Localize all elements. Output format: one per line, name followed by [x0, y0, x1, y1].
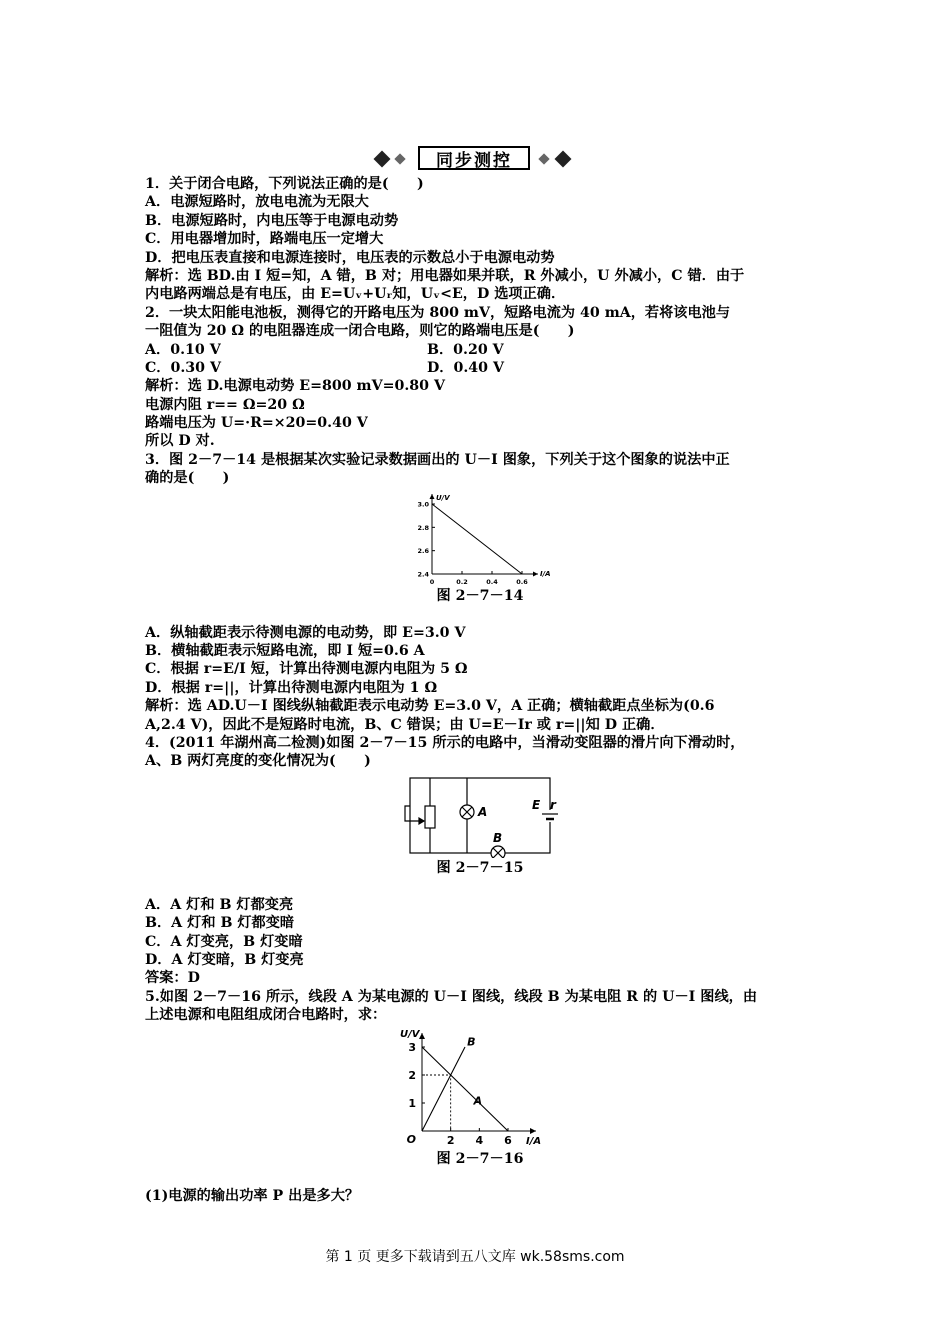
- lamp-b-icon: [491, 846, 505, 858]
- y-tick-label: 3: [408, 1040, 416, 1054]
- question-stem: 确的是( ): [145, 470, 230, 487]
- y-tick-label: 2.8: [417, 523, 429, 532]
- emf-label: E: [532, 797, 541, 812]
- option: A．0.10 V: [145, 341, 221, 358]
- option: C．0.30 V: [145, 359, 221, 376]
- option: A．纵轴截距表示待测电源的电动势，即 E=3.0 V: [145, 624, 466, 641]
- rheostat-icon: [425, 806, 435, 828]
- option: A．电源短路时，放电电流为无限大: [145, 194, 369, 211]
- internal-resistance-label: r: [550, 797, 556, 812]
- x-tick-label: 0.6: [516, 577, 528, 586]
- question-stem: A、B 两灯亮度的变化情况为( ): [145, 753, 371, 770]
- option-row: [145, 359, 815, 377]
- lamp-a-label: A: [478, 804, 488, 819]
- option: D．根据 r=||，计算出待测电源内电阻为 1 Ω: [145, 679, 438, 696]
- series-line-A: [422, 1047, 508, 1131]
- analysis-text: 路端电压为 U=·R=×20=0.40 V: [145, 415, 368, 432]
- y-axis-arrow-icon: [419, 1033, 425, 1039]
- x-tick-label: 0.2: [456, 577, 468, 586]
- analysis-text: A,2.4 V)，因此不是短路时电流，B、C 错误；由 U=E－Ir 或 r=||知 D 正确．: [145, 716, 665, 733]
- option: D．A 灯变暗，B 灯变亮: [145, 951, 304, 968]
- ui-chart-svg: [400, 1027, 560, 1149]
- circuit-diagram: [400, 776, 560, 858]
- figure-caption: 图 2－7－16: [436, 1150, 524, 1167]
- analysis-text: 电源内阻 r== Ω=20 Ω: [145, 396, 305, 413]
- figure-caption: 图 2－7－14: [436, 587, 524, 604]
- banner-title: 同步测控: [418, 146, 530, 170]
- y-tick-label: 1: [408, 1096, 416, 1110]
- series-label: B: [467, 1035, 476, 1049]
- diamond-icon: [538, 153, 549, 164]
- series-line: [432, 504, 522, 574]
- figure-2-7-16: [400, 1027, 560, 1149]
- option: C．根据 r=E/I 短，计算出待测电源内电阻为 5 Ω: [145, 661, 468, 678]
- slider-arrow-icon: [419, 818, 424, 824]
- option: D．把电压表直接和电源连接时，电压表的示数总小于电源电动势: [145, 249, 555, 266]
- series-line-B: [422, 1047, 465, 1131]
- analysis-text: 内电路两端总是有电压，由 E=Uᵥ+Uᵣ知，Uᵥ<E，D 选项正确．: [145, 286, 566, 303]
- x-tick-label: 6: [504, 1133, 512, 1147]
- figure-caption: 图 2－7－15: [436, 859, 524, 876]
- y-axis-label: U/V: [436, 493, 450, 502]
- answer-text: 答案：D: [145, 970, 200, 987]
- option: D．0.40 V: [427, 359, 504, 376]
- x-axis-label: I/A: [540, 569, 550, 578]
- y-tick-label: 2.6: [417, 546, 429, 555]
- analysis-text: 解析：选 BD.由 I 短=知，A 错，B 对；用电器如果并联，R 外减小，U 外减小，C 错．由于: [145, 267, 745, 284]
- option-row: [145, 341, 815, 359]
- ui-chart-svg: [410, 490, 550, 586]
- origin-label: O: [406, 1132, 416, 1146]
- x-axis-arrow-icon: [530, 1128, 536, 1134]
- figure-2-7-15: [400, 776, 560, 858]
- question-stem: 上述电源和电阻组成闭合电路时，求：: [145, 1007, 387, 1024]
- option: B．电源短路时，内电压等于电源电动势: [145, 212, 399, 229]
- x-tick-label: 0: [429, 577, 435, 586]
- option: C．用电器增加时，路端电压一定增大: [145, 231, 384, 248]
- question-stem: 3．图 2－7－14 是根据某次实验记录数据画出的 U－I 图象，下列关于这个图象的说法中正: [145, 451, 730, 468]
- x-tick-label: 0.4: [486, 577, 498, 586]
- y-axis-arrow-icon: [430, 494, 435, 499]
- y-tick-label: 3.0: [417, 500, 429, 509]
- option: A．A 灯和 B 灯都变亮: [145, 896, 294, 913]
- question-stem: 1．关于闭合电路，下列说法正确的是( ): [145, 176, 424, 192]
- series-label: A: [473, 1093, 483, 1107]
- diamond-icon: [555, 151, 572, 168]
- question-stem: 2．一块太阳能电池板，测得它的开路电压为 800 mV，短路电流为 40 mA，若将该电池与: [145, 304, 731, 321]
- analysis-text: 所以 D 对.: [145, 433, 215, 450]
- section-banner: [372, 146, 577, 172]
- lamp-b-label: B: [493, 830, 503, 845]
- figure-2-7-14: [410, 490, 550, 586]
- diamond-icon: [374, 151, 391, 168]
- x-axis-label: I/A: [526, 1135, 542, 1147]
- diamond-icon: [394, 153, 405, 164]
- sub-question: (1)电源的输出功率 P 出是多大？: [145, 1187, 360, 1204]
- y-axis-label: U/V: [400, 1028, 420, 1040]
- question-stem: 4．(2011 年湖州高二检测)如图 2－7－15 所示的电路中，当滑动变阻器的滑片向下滑动时，: [145, 734, 745, 751]
- option: B．横轴截距表示短路电流，即 I 短=0.6 A: [145, 643, 425, 660]
- analysis-text: 解析：选 D.电源电动势 E=800 mV=0.80 V: [145, 378, 445, 395]
- x-tick-label: 4: [475, 1133, 484, 1147]
- question-stem: 5.如图 2－7－16 所示，线段 A 为某电源的 U－I 图线，线段 B 为某电阻 R 的 U－I 图线，由: [145, 988, 758, 1005]
- y-tick-label: 2.4: [417, 570, 429, 579]
- document-body: [145, 175, 815, 1205]
- page-footer: 第 1 页 更多下载请到五八文库 wk.58sms.com: [325, 1249, 625, 1265]
- y-tick-label: 2: [408, 1068, 416, 1082]
- question-stem: 一阻值为 20 Ω 的电阻器连成一闭合电路，则它的路端电压是( ): [145, 323, 575, 340]
- option: B．0.20 V: [427, 341, 504, 358]
- x-axis-arrow-icon: [533, 571, 538, 576]
- analysis-text: 解析：选 AD.U－I 图线纵轴截距表示电动势 E=3.0 V，A 正确；横轴截距点坐标为(0.6: [145, 698, 715, 715]
- option: C．A 灯变亮，B 灯变暗: [145, 933, 303, 950]
- x-tick-label: 2: [446, 1133, 455, 1147]
- option: B．A 灯和 B 灯都变暗: [145, 915, 295, 932]
